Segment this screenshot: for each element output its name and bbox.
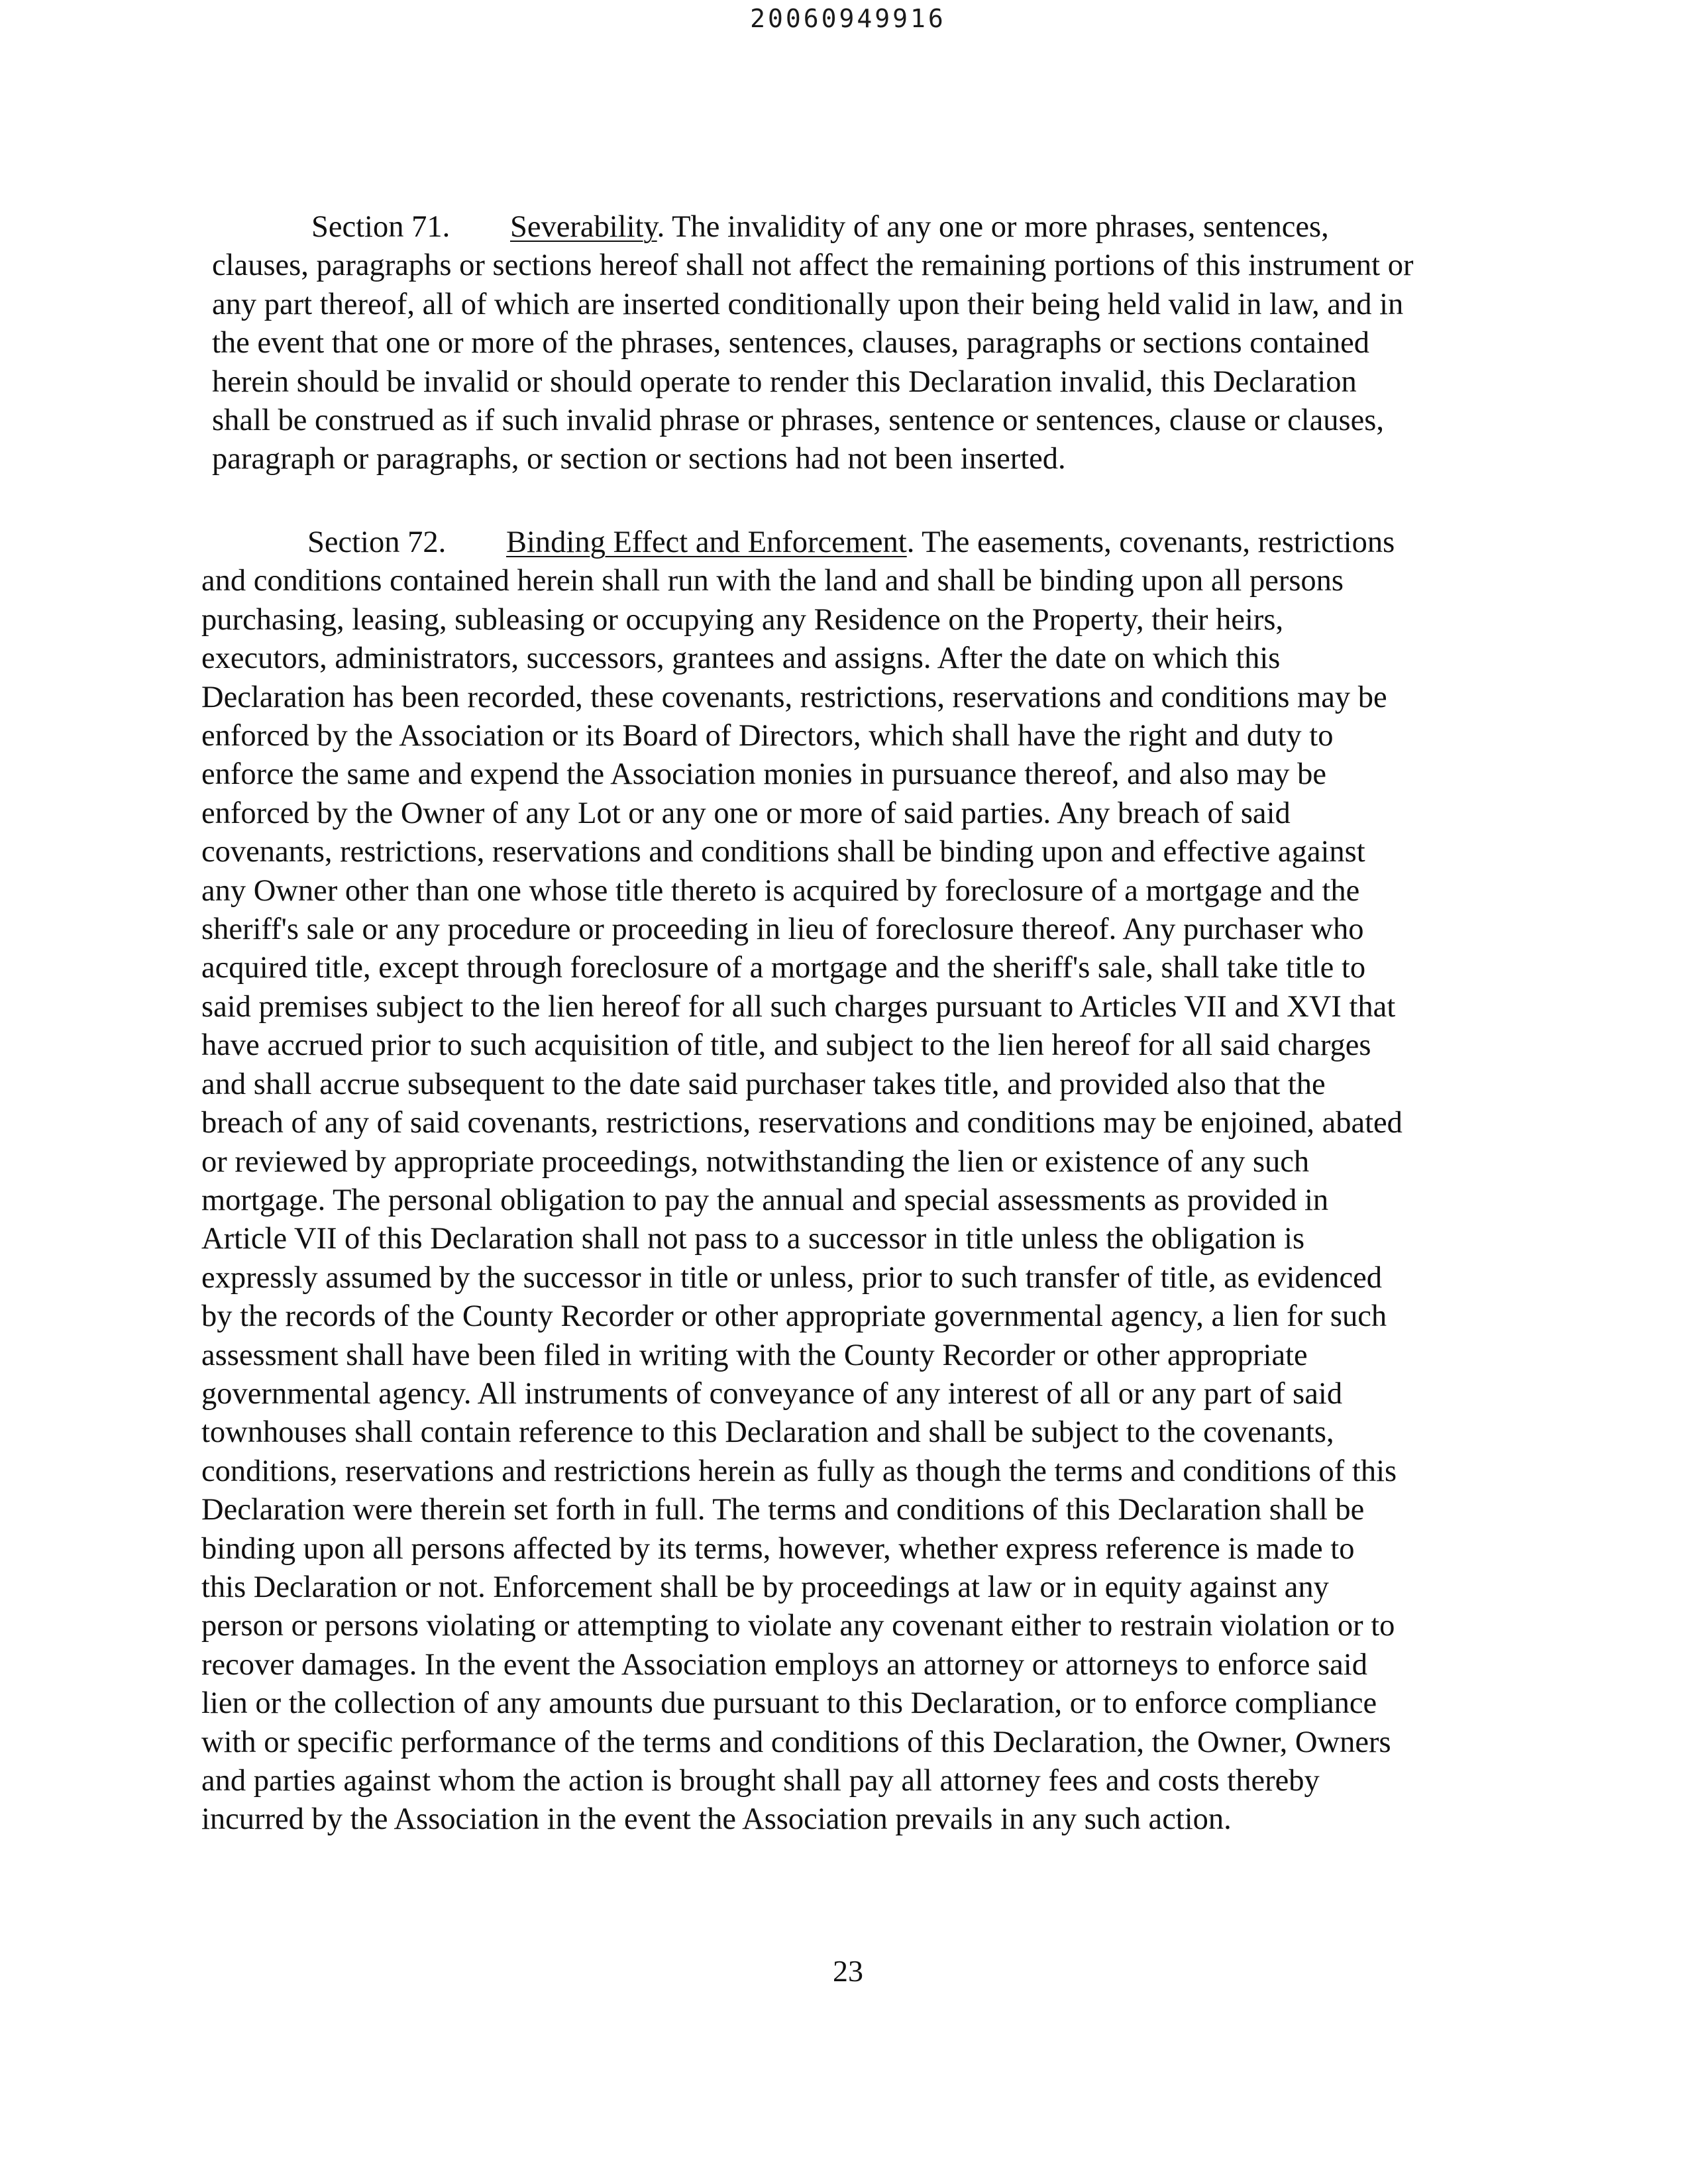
section-72-line: said premises subject to the lien hereof for all such charges pursuant to Articles VII and XVI that (201, 989, 1396, 1024)
section-71-line: shall be construed as if such invalid phrase or phrases, sentence or sentences, clause or clauses, (212, 404, 1384, 438)
section-72-line: any Owner other than one whose title thereto is acquired by foreclosure of a mortgage and the (201, 873, 1360, 908)
section-72-line: conditions, reservations and restrictions herein as fully as though the terms and conditions of this (201, 1454, 1397, 1488)
section-72-line: have accrued prior to such acquisition of title, and subject to the lien hereof for all said charges (201, 1028, 1371, 1063)
section-72-line: enforce the same and expend the Association monies in pursuance thereof, and also may be (201, 757, 1326, 792)
section-72-line: sheriff's sale or any procedure or proceeding in lieu of foreclosure thereof. Any purchaser who (201, 912, 1364, 947)
section-72-line: and shall accrue subsequent to the date said purchaser takes title, and provided also that the (201, 1067, 1326, 1101)
section-72-line: mortgage. The personal obligation to pay the annual and special assessments as provided in (201, 1183, 1329, 1217)
section-72-line: assessment shall have been filed in writing with the County Recorder or other appropriate (201, 1338, 1308, 1372)
section-71-line: the event that one or more of the phrases, sentences, clauses, paragraphs or sections contained (212, 326, 1369, 360)
section-71-line: paragraph or paragraphs, or section or sections had not been inserted. (212, 442, 1066, 476)
section-72-line: breach of any of said covenants, restrictions, reservations and conditions may be enjoined, abated (201, 1106, 1403, 1140)
section-72-line: or reviewed by appropriate proceedings, notwithstanding the lien or existence of any such (201, 1144, 1310, 1179)
section-71-line: any part thereof, all of which are inserted conditionally upon their being held valid in law, and in (212, 287, 1404, 321)
section-71-number: Section 71. (311, 210, 450, 244)
section-72-line: townhouses shall contain reference to this Declaration and shall be subject to the covenants, (201, 1415, 1334, 1450)
section-72-number: Section 72. (307, 525, 447, 559)
section-72-line: covenants, restrictions, reservations and conditions shall be binding upon and effective against (201, 835, 1365, 869)
section-71-line: . The invalidity of any one or more phrases, sentences, (657, 210, 1329, 244)
section-72-line: and parties against whom the action is brought shall pay all attorney fees and costs thereby (201, 1764, 1320, 1798)
section-72-line: with or specific performance of the terms and conditions of this Declaration, the Owner, Owners (201, 1725, 1391, 1759)
section-72-line: lien or the collection of any amounts due pursuant to this Declaration, or to enforce compliance (201, 1686, 1377, 1721)
section-72-line: Declaration were therein set forth in full. The terms and conditions of this Declaration shall be (201, 1493, 1365, 1527)
section-71-title: Severability (510, 210, 657, 244)
section-71-line: clauses, paragraphs or sections hereof shall not affect the remaining portions of this instrument or (212, 248, 1414, 283)
section-72-line: and conditions contained herein shall run with the land and shall be binding upon all persons (201, 564, 1344, 598)
section-72-title: Binding Effect and Enforcement (506, 525, 907, 559)
section-72-line: person or persons violating or attempting to violate any covenant either to restrain violation or to (201, 1609, 1395, 1643)
section-72-line: this Declaration or not. Enforcement shall be by proceedings at law or in equity against any (201, 1570, 1329, 1604)
page-number: 23 (833, 1954, 863, 1988)
section-72 (201, 523, 1500, 1839)
section-72-line: by the records of the County Recorder or other appropriate governmental agency, a lien for such (201, 1299, 1387, 1334)
section-72-line: purchasing, leasing, subleasing or occupying any Residence on the Property, their heirs, (201, 602, 1284, 637)
section-72-line: incurred by the Association in the event the Association prevails in any such action. (201, 1802, 1232, 1837)
section-72-first-line (201, 523, 1500, 562)
section-72-line: governmental agency. All instruments of conveyance of any interest of all or any part of said (201, 1376, 1343, 1411)
section-72-line: Article VII of this Declaration shall not pass to a successor in title unless the obligation is (201, 1222, 1305, 1256)
section-72-line: Declaration has been recorded, these covenants, restrictions, reservations and conditions may be (201, 680, 1387, 714)
section-72-line: enforced by the Association or its Board of Directors, which shall have the right and duty to (201, 719, 1334, 753)
section-71 (212, 208, 1510, 479)
section-72-line: acquired title, except through foreclosure of a mortgage and the sheriff's sale, shall take title to (201, 951, 1366, 985)
section-72-line: . The easements, covenants, restrictions (906, 525, 1395, 559)
section-72-line: executors, administrators, successors, grantees and assigns. After the date on which this (201, 641, 1281, 676)
section-71-line: herein should be invalid or should operate to render this Declaration invalid, this Declaration (212, 364, 1357, 399)
document-number: 20060949916 (750, 4, 946, 33)
section-72-line: binding upon all persons affected by its terms, however, whether express reference is made to (201, 1531, 1355, 1566)
section-72-line: enforced by the Owner of any Lot or any one or more of said parties. Any breach of said (201, 796, 1291, 830)
section-72-line: recover damages. In the event the Association employs an attorney or attorneys to enforce said (201, 1647, 1367, 1682)
section-71-first-line (212, 208, 1510, 246)
section-72-line: expressly assumed by the successor in title or unless, prior to such transfer of title, as evidenced (201, 1260, 1383, 1295)
